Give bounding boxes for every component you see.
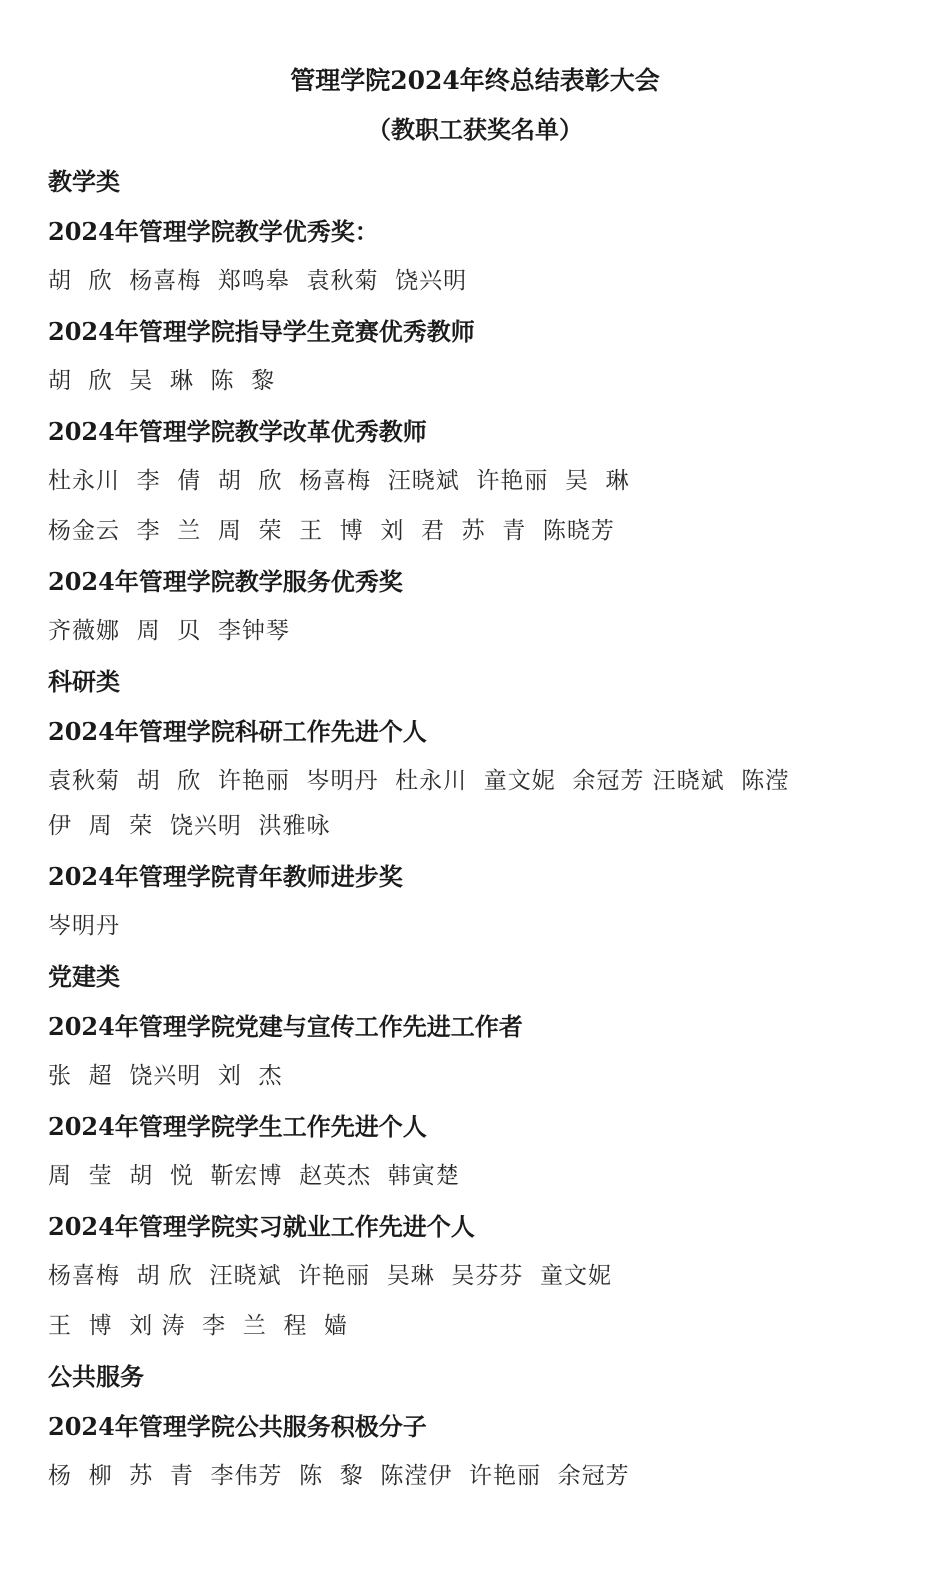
award-heading-competition-mentor: 2024年管理学院指导学生竞赛优秀教师	[48, 317, 475, 346]
winner-names: 齐薇娜 周 贝 李钟琴	[48, 618, 290, 644]
award-heading-student-work: 2024年管理学院学生工作先进个人	[48, 1112, 427, 1141]
award-heading-teaching-service: 2024年管理学院教学服务优秀奖	[48, 567, 403, 596]
winner-names: 周 莹 胡 悦 靳宏博 赵英杰 韩寅楚	[48, 1163, 460, 1189]
category-heading-teaching: 教学类	[48, 167, 120, 196]
award-heading-young-teacher: 2024年管理学院青年教师进步奖	[48, 862, 403, 891]
award-heading-research-advanced: 2024年管理学院科研工作先进个人	[48, 717, 427, 746]
winner-names: 杨金云 李 兰 周 荣 王 博 刘 君 苏 青 陈晓芳	[48, 518, 615, 544]
category-heading-research: 科研类	[48, 667, 120, 696]
winner-names: 杜永川 李 倩 胡 欣 杨喜梅 汪晓斌 许艳丽 吴 琳	[48, 468, 630, 494]
award-heading-teaching-excellence: 2024年管理学院教学优秀奖：	[48, 217, 379, 246]
winner-names: 王 博 刘 涛 李 兰 程 嫱	[48, 1313, 349, 1339]
winner-names: 袁秋菊 胡 欣 许艳丽 岑明丹 杜永川 童文妮 余冠芳 汪晓斌 陈滢	[48, 768, 790, 794]
award-heading-internship-employment: 2024年管理学院实习就业工作先进个人	[48, 1212, 475, 1241]
winner-names: 杨喜梅 胡 欣 汪晓斌 许艳丽 吴琳 吴芬芬 童文妮	[48, 1263, 613, 1289]
award-heading-party-publicity: 2024年管理学院党建与宣传工作先进工作者	[48, 1012, 523, 1041]
winner-names: 张 超 饶兴明 刘 杰	[48, 1063, 283, 1089]
category-heading-party: 党建类	[48, 962, 120, 991]
award-heading-public-service-activist: 2024年管理学院公共服务积极分子	[48, 1412, 427, 1441]
category-heading-public-service: 公共服务	[48, 1362, 144, 1391]
winner-names: 胡 欣 吴 琳 陈 黎	[48, 368, 276, 394]
document-title: 管理学院2024年终总结表彰大会	[290, 66, 660, 95]
winner-names: 伊 周 荣 饶兴明 洪雅咏	[48, 813, 331, 839]
winner-names: 杨 柳 苏 青 李伟芳 陈 黎 陈滢伊 许艳丽 余冠芳	[48, 1463, 630, 1489]
document-subtitle: （教职工获奖名单）	[367, 115, 583, 144]
winner-names: 胡 欣 杨喜梅 郑鸣皋 袁秋菊 饶兴明	[48, 268, 468, 294]
award-heading-teaching-reform: 2024年管理学院教学改革优秀教师	[48, 417, 427, 446]
winner-names: 岑明丹	[48, 913, 120, 939]
